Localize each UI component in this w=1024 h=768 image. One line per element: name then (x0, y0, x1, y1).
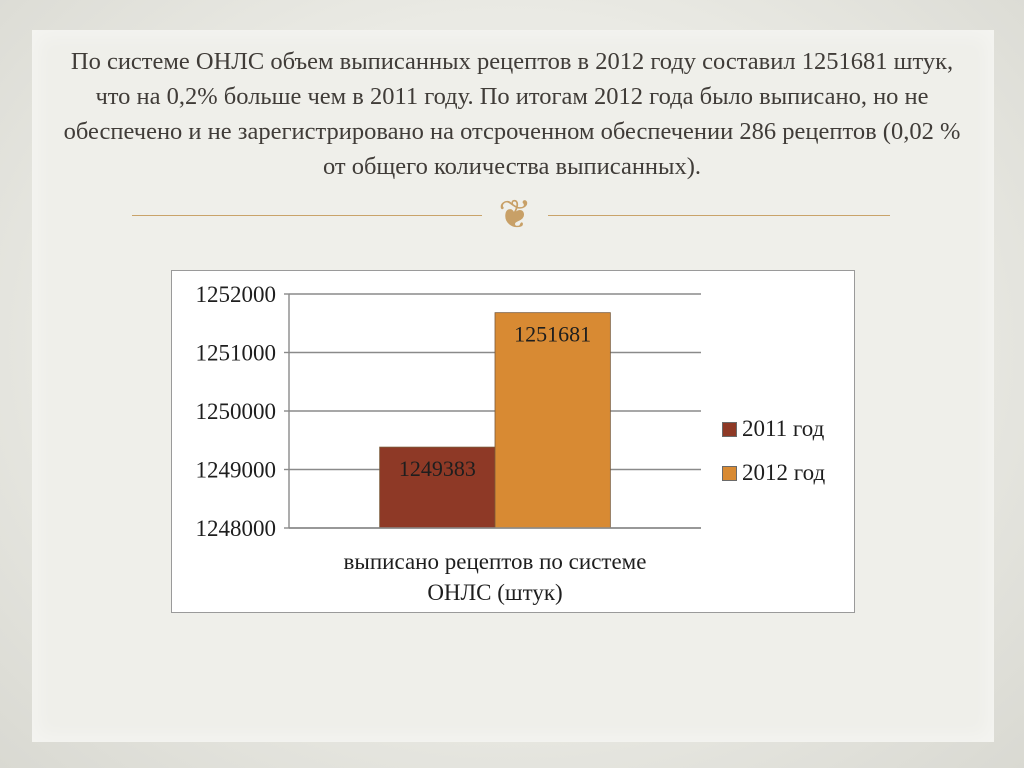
y-tick-label: 1251000 (195, 340, 276, 366)
divider-right (548, 215, 890, 216)
bar-data-label: 1251681 (514, 321, 592, 347)
legend-swatch (722, 466, 737, 481)
bar-data-label: 1249383 (398, 456, 476, 482)
y-tick-label: 1252000 (195, 282, 276, 307)
legend-label: 2011 год (742, 416, 825, 441)
slide-heading: По системе ОНЛС объем выписанных рецептов в 2012 году составил 1251681 штук, что на 0,2% больше чем в 2011 году. По итогам 2012 года было выписано, но не обеспечено и не зарегистрировано на отсроченном обеспечении 286 рецептов (0,02 % от общего количества выписанных). (63, 48, 961, 180)
y-tick-label: 1250000 (195, 399, 276, 424)
flourish-ornament-icon: ❦ (498, 192, 532, 237)
legend-item (722, 407, 825, 451)
y-tick-label: 1249000 (195, 457, 276, 483)
x-category-label: ОНЛС (штук) (427, 580, 563, 605)
chart-legend (722, 407, 825, 495)
divider-left (132, 215, 482, 216)
legend-label: 2012 год (742, 460, 826, 485)
legend-item (722, 451, 825, 495)
y-tick-label: 1248000 (195, 516, 276, 541)
x-category-label: выписано рецептов по системе (343, 549, 647, 574)
legend-swatch (722, 422, 737, 437)
chart-container (171, 270, 855, 613)
